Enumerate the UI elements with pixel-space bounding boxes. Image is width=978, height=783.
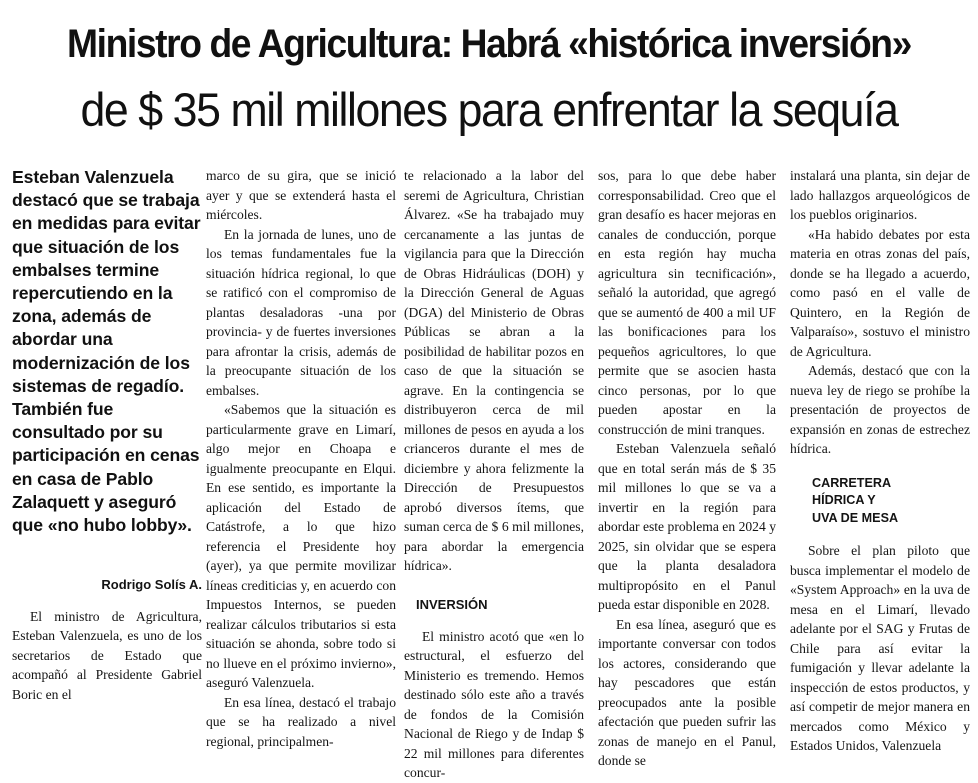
body-paragraph: Esteban Valenzuela señaló que en total serán más de $ 35 mil millones lo que se va a invertir en la región para abordar este problema en 2024 y 2025, sin olvidar que se espera que la planta desaladora multipropósito en el Panul pueda estar disponible en 2028. [598, 441, 776, 612]
column-3 [404, 166, 584, 780]
headline-line-1: Ministro de Agricultura: Habrá «histórica inversión» [67, 22, 911, 66]
byline: Rodrigo Solís A. [101, 577, 202, 593]
section-subhead [812, 475, 970, 528]
subhead-line: HÍDRICA Y [812, 493, 876, 507]
body-paragraph: En la jornada de lunes, uno de los temas fundamentales fue la situación hídrica regional, lo que se ratificó con el compromiso de plantas desaladoras -una por provincia- y de fuertes inversiones para afrontar la crisis, además de la preocupante situación de los embalses. [206, 226, 396, 398]
body-paragraph: Sobre el plan piloto que busca implementar el modelo de «System Approach» en la uva de mesa en el Limarí, llevado adelante por el SAG y Frutas de Chile para así evitar la fumigación y llevar adelante la inspección de estos productos, y así competir de mejor manera en mercados como México y Estados Unidos, Valenzuela [790, 543, 970, 753]
section-subhead: INVERSIÓN [416, 596, 488, 612]
body-paragraph: «Sabemos que la situación es particularmente grave en Limarí, algo mejor en Choapa e igualmente preocupante en Elqui. En ese sentido, es importante la aplicación del Estado de Catástrofe, a lo que hizo referencia el Presidente hoy (ayer), ya que permite movilizar líneas crediticias y, en acuerdo con Impuestos Internos, se pueden realizar cálculos tributarios si esta situación se ahonda, sobre todo si no llueve en el próximo invierno», aseguró Valenzuela. [206, 402, 396, 690]
body-paragraph: El ministro de Agricultura, Esteban Valenzuela, es uno de los secretarios de Estado que acompañó al Presidente Gabriel Boric en el [12, 608, 202, 702]
body-paragraph: sos, para lo que debe haber corresponsabilidad. Creo que el gran desafío es hacer mejoras en canales de conducción, porque en esta región hay mucha agricultura sin tecnificación», señaló la autoridad, que agregó que se aumentó de 400 a mil UF las bonificaciones para los pequeños agricultores, lo que permite que se asocien hasta cinco personas, por lo que pueden apostar en la construcción de mini tranques. [598, 168, 776, 437]
headline-line-2: de $ 35 mil millones para enfrentar la sequía [80, 83, 898, 136]
body-paragraph: El ministro acotó que «en lo estructural, el esfuerzo del Ministerio es tremendo. Hemos destinado sólo este año a través de fondos de la Comisión Nacional de Riego y de Indap $ 22 mil millones para diferentes concur- [404, 628, 584, 780]
body-paragraph: te relacionado a la labor del seremi de Agricultura, Christian Álvarez. «Se ha trabajado muy cercanamente a las juntas de vigilancia para que la Dirección de Obras Hidráulicas (DOH) y la Dirección General de Aguas (DGA) del Ministerio de Obras Públicas se abran a la posibilidad de habilitar pozos en caso de que la situación se agrave. En la contingencia se distribuyeron cerca de mil millones de pesos en ayuda a los crianceros durante el mes de diciembre y ahora felizmente la Dirección de Presupuestos aprobó diversos ítems, que suman cerca de $ 6 mil millones, para abordar la emergencia hídrica». [404, 168, 584, 573]
column-2 [206, 166, 396, 749]
body-paragraph: Además, destacó que con la nueva ley de riego se prohíbe la presentación de proyectos de expansión en zonas de estrechez hídrica. [790, 363, 970, 456]
lead-paragraph: Esteban Valenzuela destacó que se trabaja en medidas para evitar que situación de los embalses termine repercutiendo en la zona, además de abordar una modernización de los sistemas de regadío. También fue consultado por su participación en cenas en casa de Pablo Zalaquett y aseguró que «no hubo lobby». [12, 167, 201, 536]
column-1 [12, 166, 202, 726]
subhead-line: UVA DE MESA [812, 510, 899, 525]
column-5 [790, 166, 970, 753]
subhead-line: CARRETERA [812, 475, 892, 490]
column-4 [598, 166, 776, 768]
body-paragraph: «Ha habido debates por esta materia en otras zonas del país, donde se ha llegado a acuerdo, como pasó en el valle de Quintero, en la Región de Valparaíso», sostuvo el ministro de Agricultura. [790, 226, 970, 359]
body-paragraph: En esa línea, aseguró que es importante conversar con todos los actores, considerando que hay pescadores que están preocupados ante la posible afectación que pueden sufrir las zonas de manejo en el Panul, donde se [598, 616, 776, 768]
body-paragraph: marco de su gira, que se inició ayer y que se extenderá hasta el miércoles. [206, 168, 396, 222]
body-paragraph: En esa línea, destacó el trabajo que se ha realizado a nivel regional, principalmen- [206, 694, 396, 749]
body-paragraph: instalará una planta, sin dejar de lado hallazgos arqueológicos de los pueblos originarios. [790, 168, 970, 222]
